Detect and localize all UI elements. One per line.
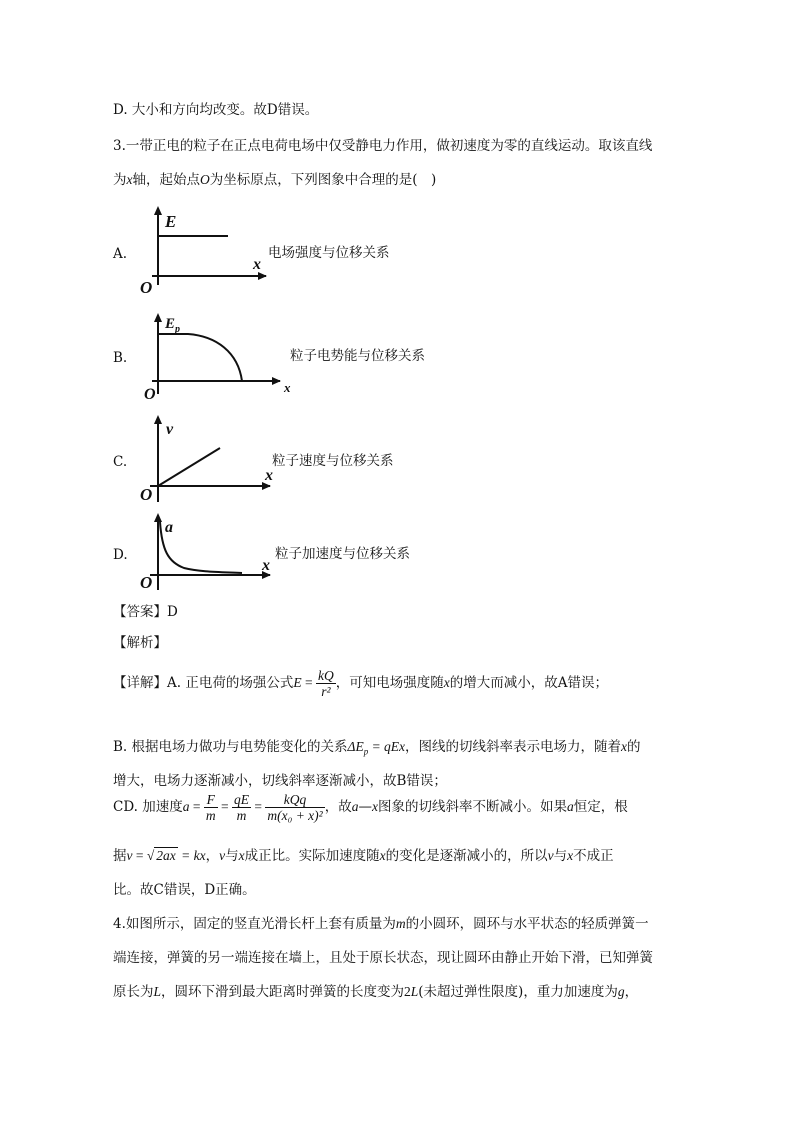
option-d-caption: 粒子加速度与位移关系 xyxy=(275,546,410,562)
detail-b-line-1: B. 根据电场力做功与电势能变化的关系$\Delta E_p$ = qEx，图线的切线斜率表示电场力，随着x的 xyxy=(113,739,641,757)
detail-a-line: 【详解】A. 正电荷的场强公式E = $\frac{kQ}{\text{r²}}$ ，可知电场强度随x的增大而减小，故A错误； xyxy=(113,668,608,699)
question-3-line-1: 3.一带正电的粒子在正点电荷电场中仅受静电力作用，做初速度为零的直线运动。取该直线 xyxy=(113,138,653,154)
question-4-line-1: 4.如图所示，固定的竖直光滑长杆上套有质量为m的小圆环，圆环与水平状态的轻质弹簧一 xyxy=(113,916,649,932)
graph-b-origin: O xyxy=(144,386,156,402)
option-d-label: D. xyxy=(113,547,128,563)
option-a-caption: 电场强度与位移关系 xyxy=(268,245,390,261)
detail-cd-line-2: 据v = √ 2ax = kx，v与x成正比。实际加速度随x的变化是逐渐减小的，所以v与x不成正 xyxy=(113,848,614,864)
graph-d-x-label: x xyxy=(262,557,270,574)
option-c-caption: 粒子速度与位移关系 xyxy=(272,453,394,469)
graph-b-y-label: $E_p$ xyxy=(165,316,181,335)
graph-a-origin: O xyxy=(140,278,153,295)
graph-d-origin: O xyxy=(140,573,153,592)
graph-c-y-label: v xyxy=(166,421,174,438)
graph-b xyxy=(138,312,298,402)
question-4-line-3: 原长为L，圆环下滑到最大距离时弹簧的长度变为2L(未超过弹性限度)，重力加速度为g， xyxy=(113,984,639,1000)
question-4-line-2: 端连接，弹簧的另一端连接在墙上，且处于原长状态，现让圆环由静止开始下滑，已知弹簧 xyxy=(113,950,653,966)
graph-c-x-label: x xyxy=(265,467,273,484)
prev-option-d-line: D. 大小和方向均改变。故D错误。 xyxy=(113,102,319,118)
question-3-line-2: 为x轴，起始点O为坐标原点，下列图象中合理的是( ) xyxy=(113,172,437,188)
option-b-label: B. xyxy=(113,350,128,366)
graph-a-x-label: x xyxy=(253,256,261,273)
option-a-label: A. xyxy=(113,246,128,262)
graph-a-y-label: E xyxy=(165,212,177,231)
graph-c xyxy=(138,414,278,504)
graph-b-x-label: x xyxy=(284,380,291,395)
analysis-heading: 【解析】 xyxy=(113,635,167,651)
graph-d xyxy=(138,512,278,592)
option-c-label: C. xyxy=(113,454,128,470)
sqrt-expression: √ 2ax xyxy=(146,848,176,863)
graph-a xyxy=(138,205,268,295)
coulomb-field-fraction: $\frac{kQ}{\text{r²}}$ xyxy=(317,668,334,699)
answer-line: 【答案】D xyxy=(113,604,178,620)
graph-d-y-label: a xyxy=(165,519,173,536)
detail-cd-line-1: CD. 加速度a = $\frac{F}{m}$ = $\frac{qE}{m}$ = $\frac{\text{kQq}}{\text{m(x₀ + x)²}}$ ，故a—x图象的切线斜率不断减小。如果a恒定，根 xyxy=(113,792,628,823)
detail-b-line-2: 增大，电场力逐渐减小，切线斜率逐渐减小，故B错误； xyxy=(113,773,447,789)
graph-c-origin: O xyxy=(140,485,153,504)
option-b-caption: 粒子电势能与位移关系 xyxy=(290,348,425,364)
detail-cd-line-3: 比。故C错误，D正确。 xyxy=(113,882,256,898)
